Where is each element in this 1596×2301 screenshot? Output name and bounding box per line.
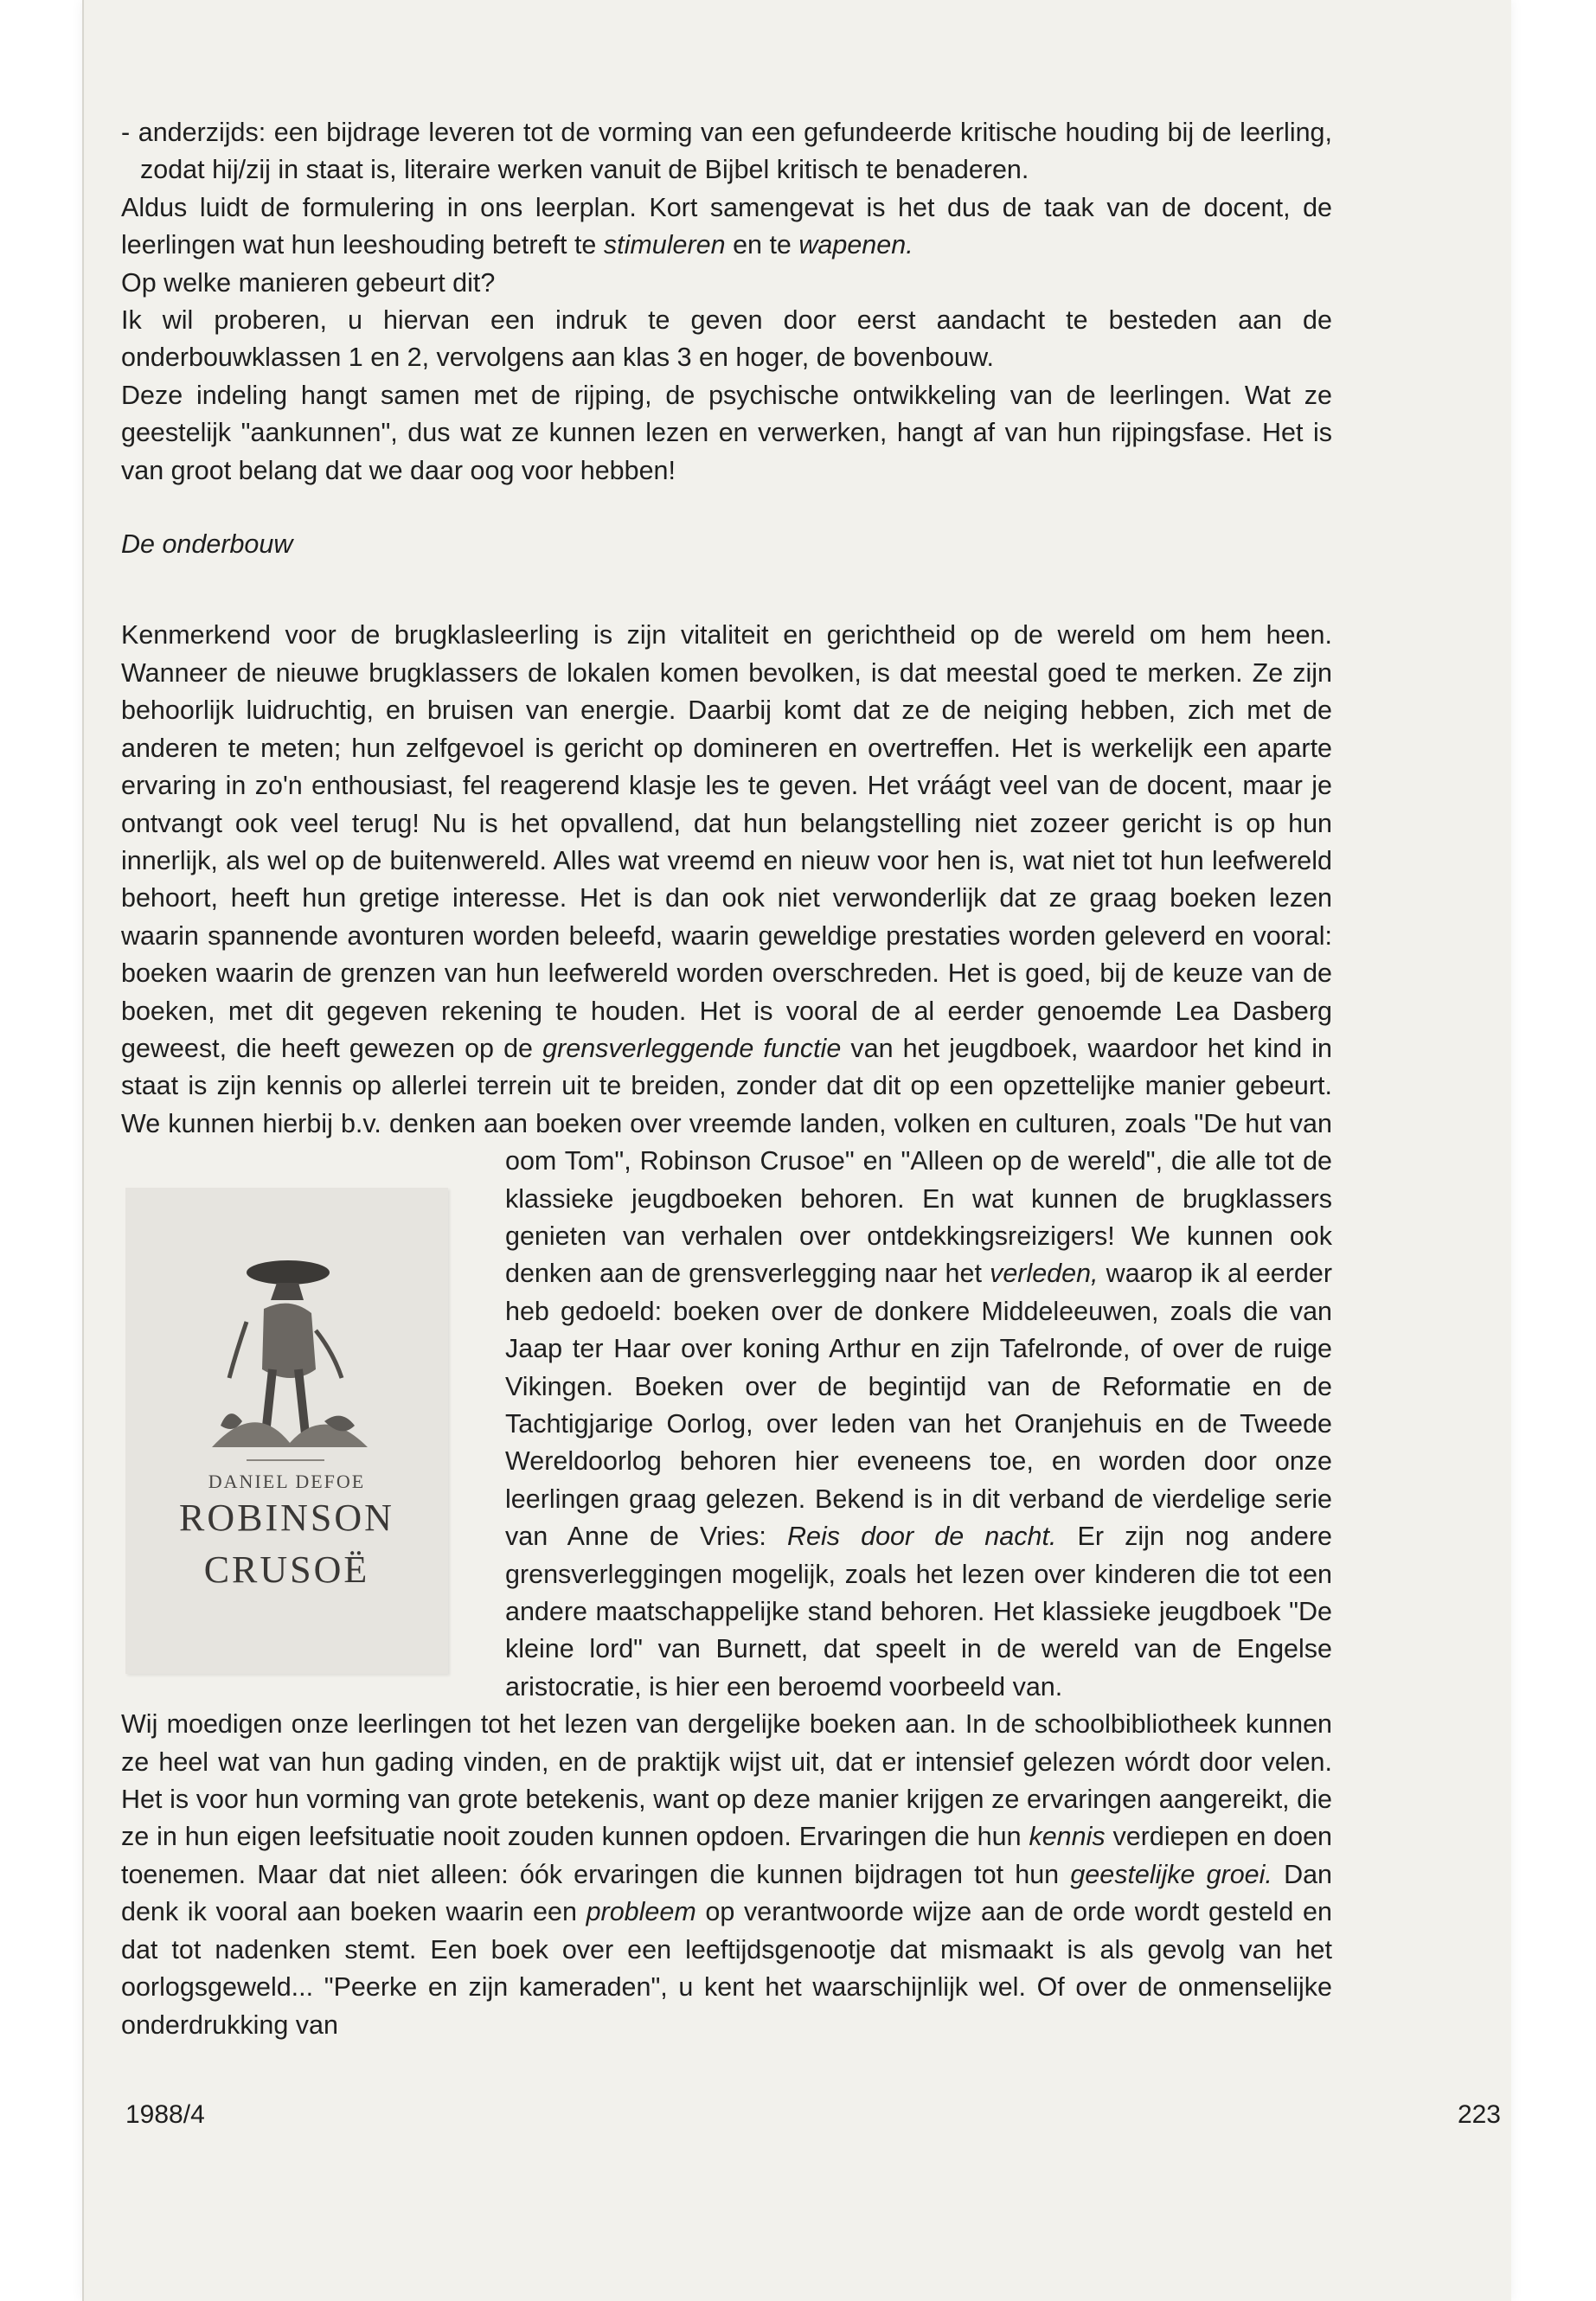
emphasis-probleem: probleem [586, 1897, 696, 1927]
paragraph-question: Op welke manieren gebeurt dit? [121, 267, 496, 298]
section-title: De onderbouw [121, 529, 293, 560]
page-number: 223 [1457, 2100, 1501, 2129]
book-author: DANIEL DEFOE [208, 1471, 366, 1493]
issue-number: 1988/4 [125, 2100, 205, 2129]
emphasis-verleden: verleden, [990, 1259, 1099, 1289]
emphasis-stimuleren: stimuleren [603, 230, 726, 260]
emphasis-geestelijke-groei: geestelijke groei. [1070, 1859, 1272, 1889]
paragraph-intro: Ik wil proberen, u hiervan een indruk te geven door eerst aandacht te besteden aan de onderbouwklassen 1 en 2, vervolgens aan klas 3 en hoger, de bovenbouw. [121, 305, 1332, 373]
emphasis-grensverleggende: grensverleggende functie [542, 1033, 842, 1063]
book-title-line2: CRUSOË [203, 1548, 370, 1592]
book-title-line1: ROBINSON [179, 1497, 394, 1540]
emphasis-kennis: kennis [1029, 1822, 1106, 1852]
emphasis-reis-door-de-nacht: Reis door de nacht. [786, 1522, 1057, 1552]
illustration-icon [195, 1248, 376, 1473]
paragraph-indeling: Deze indeling hangt samen met de rijping, de psychische ontwikkeling van de leerlingen. Wat ze geestelijk "aankunnen", dus wat ze kunnen lezen en verwerken, hangt af van hun rijpingsfase. Het is van groot belang dat we daar oog voor hebben! [121, 380, 1332, 485]
book-cover-image [125, 1188, 448, 1674]
emphasis-wapenen: wapenen. [798, 230, 913, 260]
paragraph-schoolbibliotheek: Wij moedigen onze leerlingen tot het lezen van dergelijke boeken aan. In de schoolbibliotheek kunnen ze heel wat van hun gading vinden, en de praktijk wijst uit, dat er intensief gelezen wórdt door velen. Het is voor hun vorming van grote betekenis, want op deze manier krijgen ze ervaringen aangereikt, die ze in hun eigen leefsituatie nooit zouden kunnen opdoen. Ervaringen die hun kennis verdiepen en doen toenemen. Maar dat niet alleen: óók ervaringen die kunnen bijdragen tot hun geestelijke groei. Dan denk ik vooral aan boeken waarin een probleem op verantwoorde wijze aan de orde wordt gesteld en dat tot nadenken stemt. Een boek over een leeftijdsgenootje dat mismaakt is als gevolg van het oorlogsgeweld... "Peerke en zijn kameraden", u kent het waarschijnlijk wel. Of over de onmenselijke onderdrukking van [121, 1709, 1333, 2040]
paragraph-dash: - anderzijds: een bijdrage leveren tot de vorming van een gefundeerde kritische houding bij de leerling, zodat hij/zij in staat is, literaire werken vanuit de Bijbel kritisch te benaderen. [121, 118, 1332, 185]
paragraph-brugklas: Kenmerkend voor de brugklasleerling is zijn vitaliteit en gerichtheid op de wereld om hem heen. Wanneer de nieuwe brugklassers de lokalen komen bevolken, is dat meestal goed te merken. Ze zijn behoorlijk luidruchtig, en bruisen van energie. Daarbij komt dat ze de neiging hebben, zich met de anderen te meten; hun zelfgevoel is gericht op domineren en overtreffen. Het is werkelijk een aparte ervaring in zo'n enthousiast, fel reagerend klasje les te geven. Het vráágt veel van de docent, maar je ontvangt ook veel terug! Nu is het opvallend, dat hun belangstelling niet zozeer gericht is op hun innerlijk, als wel op de buitenwereld. Alles wat vreemd en nieuw voor hen is, wat niet tot hun leefwereld behoort, heeft hun gretige interesse. Het is dan ook niet verwonderlijk dat ze graag boeken lezen waarin spannende avonturen worden beleefd, waarin geweldige prestaties worden geleverd en vooral: boeken waarin de grenzen van hun leefwereld worden overschreden. Het is goed, bij de keuze van de boeken, met dit gegeven rekening te houden. Het is vooral de al eerder genoemde Lea Dasberg geweest, die heeft gewezen op de grensverleggende functie van het jeugdboek, waardoor het kind in staat is zijn kennis op allerlei terrein uit te breiden, zonder dat dit op een opzettelijke manier gebeurt. We kunnen hierbij b.v. denken aan boeken over vreemde landen, volken en DANIEL DEFOE ROBINSON CRUSOË culturen, zoals "De hut van oom Tom", Robinson Crusoe" en "Alleen op de wereld", die alle tot de klassieke jeugdboeken behoren. En wat kunnen de brugklassers genieten van verhalen over ontdekkingsreizigers! We kunnen ook denken aan de grensverlegging naar het verleden, waarop ik al eerder heb gedoeld: boeken over de donkere Middeleeuwen, zoals die van Jaap ter Haar over koning Arthur en zijn Tafelronde, of over de ruige Vikingen. Boeken over de begintijd van de Reformatie en de Tachtigjarige Oorlog, over leden van het Oranjehuis en de Tweede Wereldoorlog behoren hier eveneens toe, en worden door onze leerlingen graag gelezen. Bekend is in dit verband de vierdelige serie van Anne de Vries: Reis door de nacht. Er zijn nog andere grensverleggingen mogelijk, zoals het lezen over kinderen die tot een andere maatschappelijke stand behoren. Het klassieke jeugdboek "De kleine lord" van Burnett, dat speelt in de wereld van de Engelse aristocratie, is hier een beroemd voorbeeld van. [121, 620, 1333, 1702]
paragraph-leerplan: Aldus luidt de formulering in ons leerplan. Kort samengevat is het dus de taak van de docent, de leerlingen wat hun leeshouding betreft te stimuleren en te wapenen. [121, 192, 1332, 260]
article-body [121, 114, 1332, 2044]
